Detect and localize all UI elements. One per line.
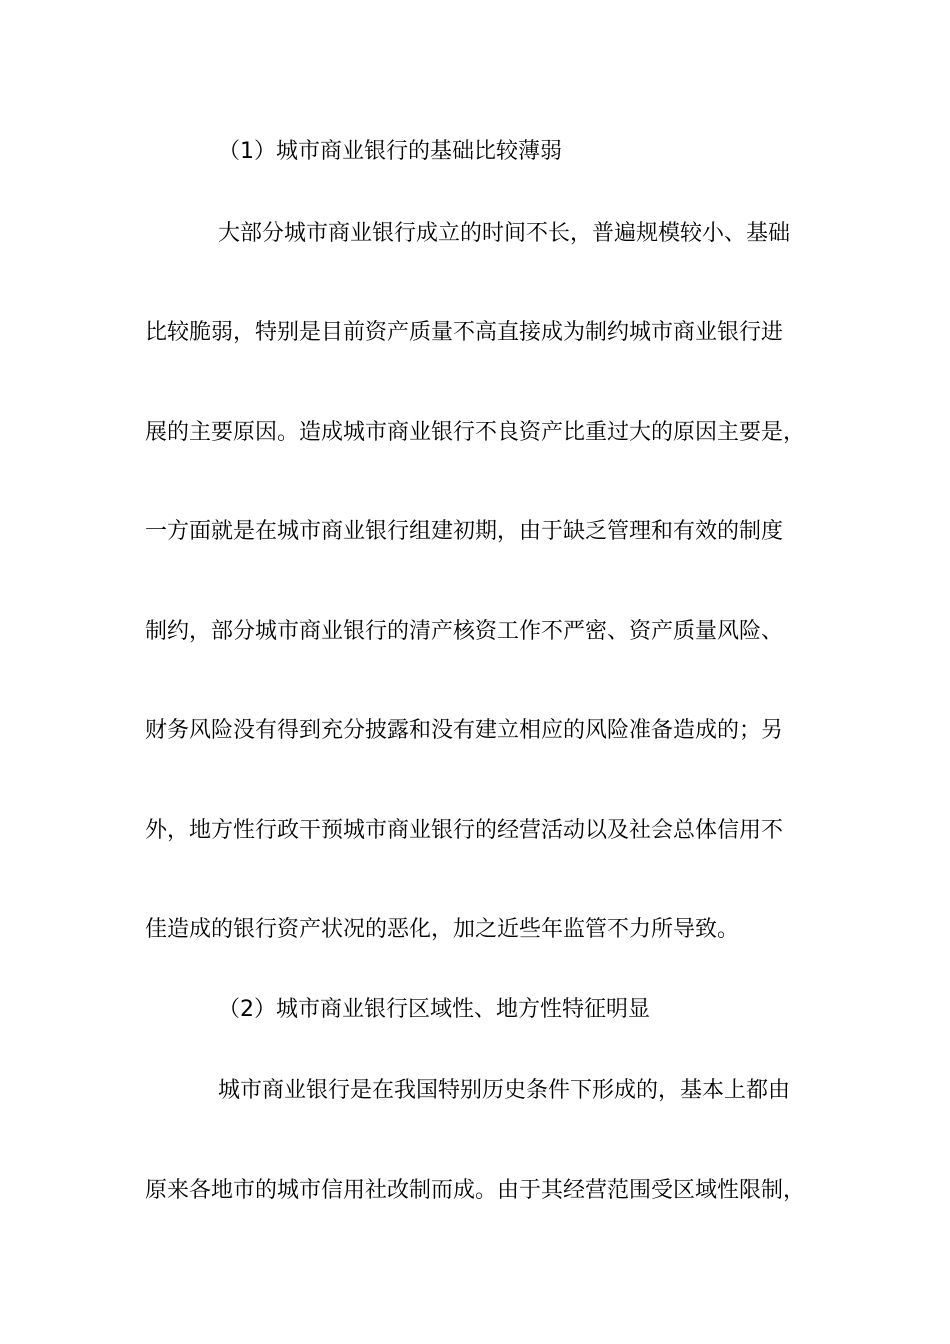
paragraph-line: 财务风险没有得到充分披露和没有建立相应的风险准备造成的；另: [145, 718, 784, 743]
paragraph-line: 大部分城市商业银行成立的时间不长，普遍规模较小、基础: [218, 221, 791, 246]
paragraph-line: 制约，部分城市商业银行的清产核资工作不严密、资产质量风险、: [145, 619, 784, 644]
paragraph-line: 比较脆弱，特别是目前资产质量不高直接成为制约城市商业银行进: [145, 320, 784, 345]
paragraph-line: 外，地方性行政干预城市商业银行的经营活动以及社会总体信用不: [145, 818, 784, 843]
paragraph-line: 佳造成的银行资产状况的恶化，加之近些年监管不力所导致。: [145, 917, 740, 942]
paragraph-line: 城市商业银行是在我国特别历史条件下形成的，基本上都由: [218, 1078, 791, 1103]
section-1-heading: （1）城市商业银行的基础比较薄弱: [218, 139, 562, 164]
paragraph-line: 展的主要原因。造成城市商业银行不良资产比重过大的原因主要是，: [145, 420, 806, 445]
section-2-heading: （2）城市商业银行区域性、地方性特征明显: [218, 997, 650, 1022]
paragraph-line: 原来各地市的城市信用社改制而成。由于其经营范围受区域性限制，: [145, 1178, 806, 1203]
paragraph-line: 一方面就是在城市商业银行组建初期，由于缺乏管理和有效的制度: [145, 519, 784, 544]
